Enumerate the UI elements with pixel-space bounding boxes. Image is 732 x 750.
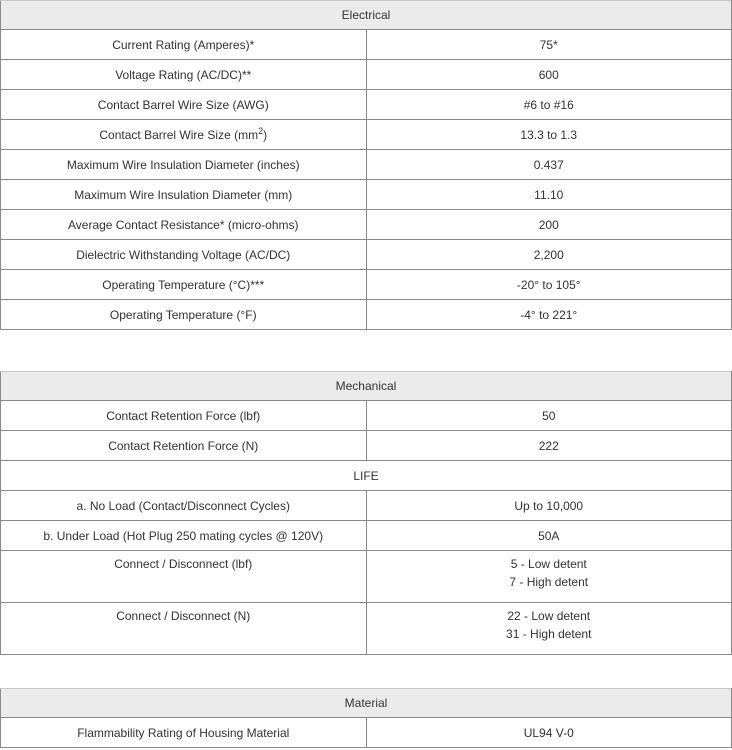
table-row [1, 240, 732, 270]
spec-value: UL94 V-0 [366, 718, 732, 748]
spec-label: Flammability Rating of Housing Material [1, 718, 367, 748]
spec-value: 50A [366, 521, 732, 551]
material-table [0, 688, 732, 748]
table-row [1, 150, 732, 180]
electrical-section [0, 0, 732, 330]
spec-label-text: Contact Barrel Wire Size (mm [99, 127, 259, 142]
spec-label-text: ) [263, 127, 268, 142]
spec-label: Contact Barrel Wire Size (AWG) [1, 90, 367, 120]
spec-value: 222 [366, 431, 732, 461]
table-row [1, 60, 732, 90]
spec-label: Maximum Wire Insulation Diameter (mm) [1, 180, 367, 210]
spec-label: Current Rating (Amperes)* [1, 30, 367, 60]
section-header [1, 372, 732, 401]
table-row [1, 180, 732, 210]
spec-label: Average Contact Resistance* (micro-ohms) [1, 210, 367, 240]
spec-label: Operating Temperature (°F) [1, 300, 367, 330]
electrical-table [0, 0, 732, 330]
spec-label: Dielectric Withstanding Voltage (AC/DC) [1, 240, 367, 270]
spec-value: -4° to 221° [366, 300, 732, 330]
spec-value: 75* [366, 30, 732, 60]
spec-value: 200 [366, 210, 732, 240]
mechanical-heading: Mechanical [1, 372, 732, 401]
table-row [1, 718, 732, 748]
spec-label: Maximum Wire Insulation Diameter (inches) [1, 150, 367, 180]
spec-value-line: 5 - Low detent [510, 557, 587, 571]
spec-value: 11.10 [366, 180, 732, 210]
table-row [1, 603, 732, 655]
spec-label [1, 120, 367, 150]
electrical-heading: Electrical [1, 1, 732, 30]
section-header [1, 1, 732, 30]
table-row [1, 401, 732, 431]
table-row [1, 90, 732, 120]
spec-value: 50 [366, 401, 732, 431]
spec-label: a. No Load (Contact/Disconnect Cycles) [1, 491, 367, 521]
spec-label: b. Under Load (Hot Plug 250 mating cycles @ 120V) [1, 521, 367, 551]
table-row [1, 30, 732, 60]
table-row [1, 120, 732, 150]
table-row [1, 300, 732, 330]
section-header [1, 689, 732, 718]
spec-value: 0.437 [366, 150, 732, 180]
spec-value: -20° to 105° [366, 270, 732, 300]
table-row [1, 270, 732, 300]
spec-value: 13.3 to 1.3 [366, 120, 732, 150]
spec-value: Up to 10,000 [366, 491, 732, 521]
spec-value: #6 to #16 [366, 90, 732, 120]
superscript: 2 [258, 125, 264, 136]
spec-value [366, 603, 732, 655]
spec-value: 2,200 [366, 240, 732, 270]
life-heading: LIFE [1, 461, 732, 491]
material-heading: Material [1, 689, 732, 718]
spec-value-line: 22 - Low detent [507, 609, 591, 623]
life-subheader [1, 461, 732, 491]
spec-value-line: 31 - High detent [506, 627, 592, 641]
spec-value: 600 [366, 60, 732, 90]
spec-label: Operating Temperature (°C)*** [1, 270, 367, 300]
spec-value-line: 7 - High detent [509, 575, 589, 589]
spec-label: Contact Retention Force (lbf) [1, 401, 367, 431]
mechanical-table [0, 371, 732, 655]
table-row [1, 551, 732, 603]
table-row [1, 521, 732, 551]
table-row [1, 210, 732, 240]
spec-label: Contact Retention Force (N) [1, 431, 367, 461]
table-row [1, 431, 732, 461]
spec-label: Connect / Disconnect (lbf) [1, 551, 367, 603]
material-section [0, 688, 732, 748]
table-row [1, 491, 732, 521]
mechanical-section [0, 371, 732, 655]
spec-label: Connect / Disconnect (N) [1, 603, 367, 655]
spec-label: Voltage Rating (AC/DC)** [1, 60, 367, 90]
spec-value [366, 551, 732, 603]
